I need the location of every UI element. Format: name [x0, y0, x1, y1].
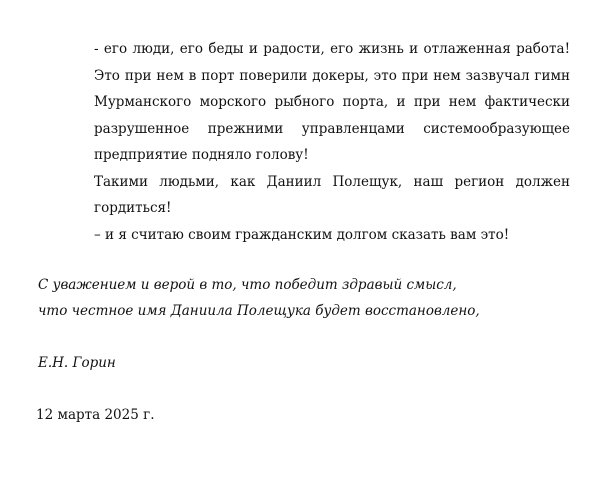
letter-body	[94, 36, 570, 248]
body-paragraph-2: Такими людьми, как Даниил Полещук, наш регион должен гордиться!	[94, 173, 570, 216]
closing-block	[38, 272, 480, 324]
body-paragraph-1: - его люди, его беды и радости, его жизнь и отлаженная работа! Это при нем в порт поверили докеры, это при нем зазвучал гимн Мурманского морского рыбного порта, и при нем фактически разрушенное прежними управленцами системообразующее предприятие подняло голову!	[94, 41, 570, 163]
closing-line-2: что честное имя Даниила Полещука будет восстановлено,	[38, 303, 480, 319]
closing-line-1: С уважением и верой в то, что победит здравый смысл,	[38, 277, 457, 293]
signature: Е.Н. Горин	[38, 355, 116, 371]
body-paragraph-3: – и я считаю своим гражданским долгом сказать вам это!	[94, 226, 510, 243]
letter-date: 12 марта 2025 г.	[36, 407, 155, 423]
